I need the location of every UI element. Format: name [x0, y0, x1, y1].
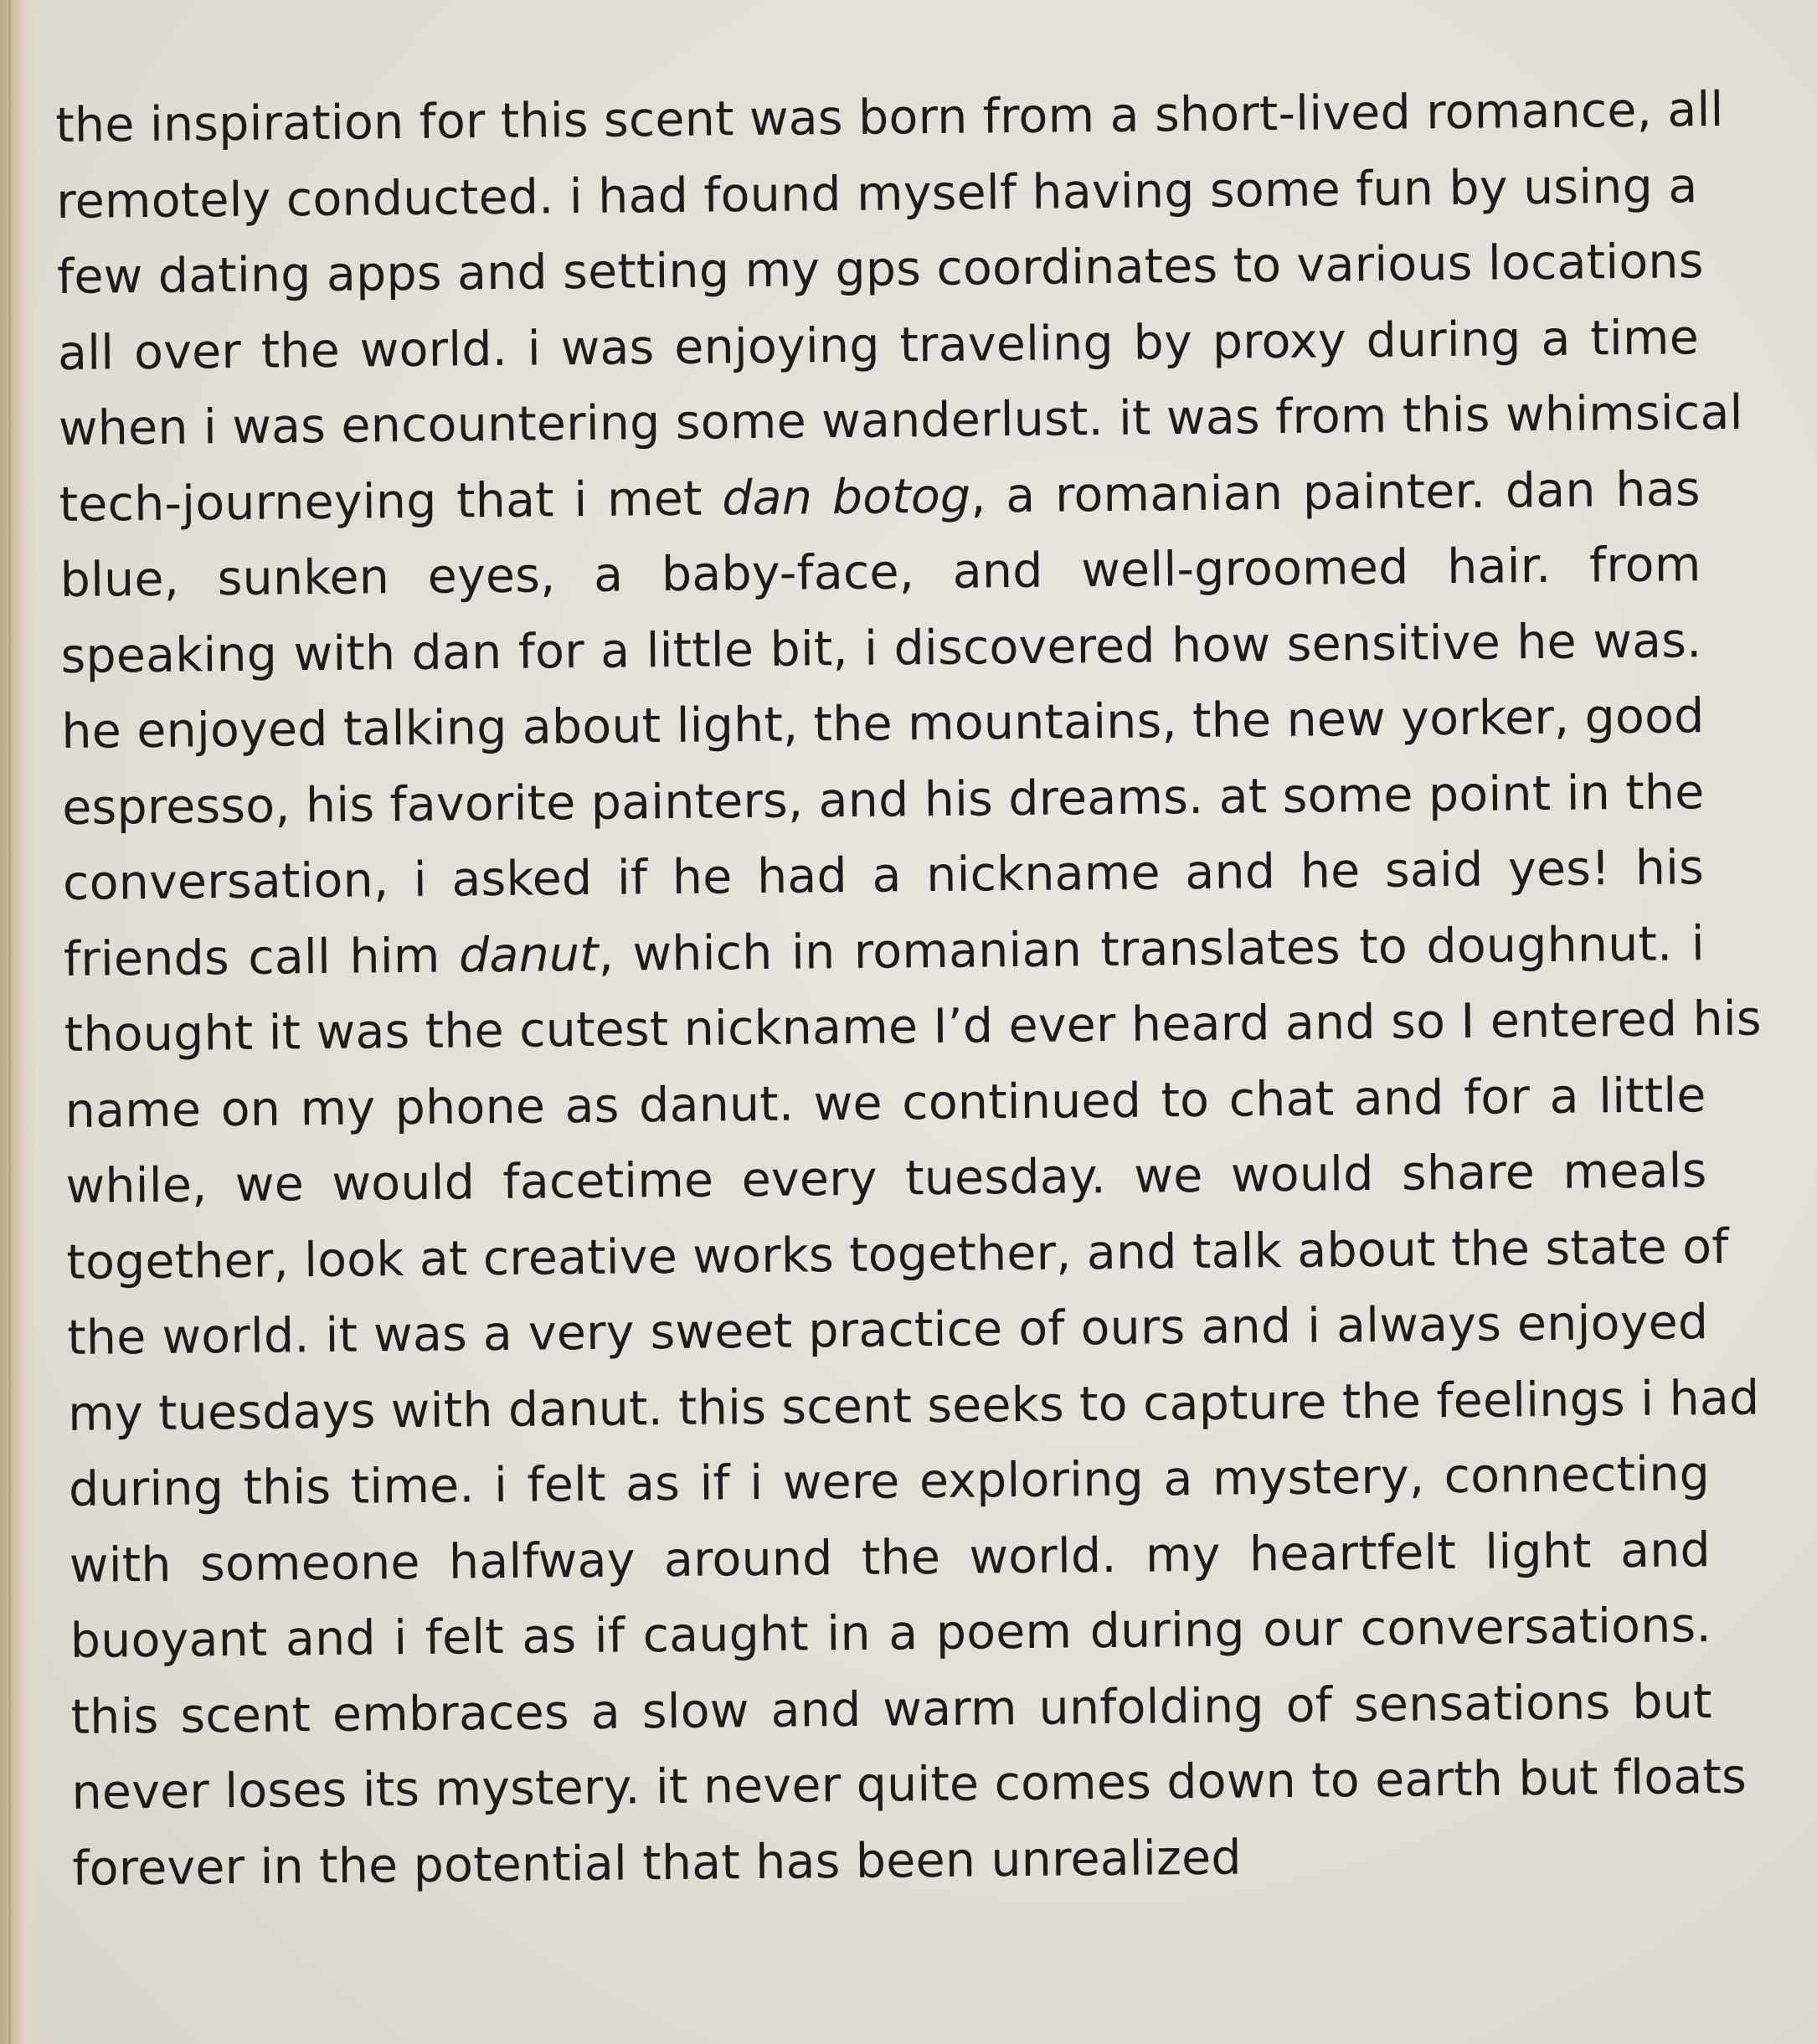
text-line: during this time. i felt as if i were exploring a mystery, connecting — [68, 1446, 1711, 1517]
text-line: thought it was the cutest nickname I’d ever heard and so I entered his — [64, 991, 1763, 1063]
text-line: with someone halfway around the world. my heartfelt light and — [69, 1521, 1711, 1593]
text-line: speaking with dan for a little bit, i discovered how sensitive he was. — [60, 612, 1702, 684]
text-line: buoyant and i felt as if caught in a poem during our conversations. — [69, 1598, 1712, 1669]
text-line: blue, sunken eyes, a baby-face, and well-groomed hair. from — [59, 537, 1701, 608]
text-line: together, look at creative works together, and talk about the state of — [66, 1218, 1729, 1290]
text-line: this scent embraces a slow and warm unfolding of sensations but — [70, 1673, 1712, 1745]
italic-name: dan botog — [721, 468, 971, 526]
text-line: few dating apps and setting my gps coordinates to various locations — [56, 234, 1704, 305]
italic-nickname: danut — [458, 926, 600, 983]
text-line: he enjoyed talking about light, the mountains, the new yorker, good — [61, 688, 1705, 759]
page-binding-shadow — [0, 0, 35, 2044]
text-segment: tech-journeying that i met — [59, 470, 723, 533]
text-segment: , a romanian painter. dan has — [970, 461, 1701, 524]
text-line: when i was encountering some wanderlust. it was from this whimsical — [58, 384, 1743, 456]
body-paragraph — [55, 72, 1763, 1907]
text-line: the world. it was a very sweet practice of ours and i always enjoyed — [67, 1295, 1709, 1366]
text-line: my tuesdays with danut. this scent seeks to capture the feelings i had — [67, 1370, 1760, 1442]
text-segment: friends call him — [63, 927, 460, 987]
page-binding-edge — [8, 0, 11, 2044]
text-line: espresso, his favorite painters, and his dreams. at some point in the — [61, 764, 1705, 836]
text-segment: , which in romanian translates to doughnut. i — [598, 915, 1706, 982]
text-line: while, we would facetime every tuesday. we would share meals — [65, 1143, 1707, 1214]
text-line: never loses its mystery. it never quite comes down to earth but floats — [71, 1748, 1748, 1820]
text-line-last: forever in the potential that has been unrealized — [72, 1829, 1243, 1897]
text-line: all over the world. i was enjoying traveling by proxy during a time — [57, 309, 1700, 381]
text-line: conversation, i asked if he had a nickname and he said yes! his — [62, 840, 1705, 911]
text-line: name on my phone as danut. we continued to chat and for a little — [64, 1067, 1706, 1139]
text-line: remotely conducted. i had found myself having some fun by using a — [55, 157, 1698, 229]
text-line: the inspiration for this scent was born from a short-lived romance, all — [55, 81, 1724, 153]
